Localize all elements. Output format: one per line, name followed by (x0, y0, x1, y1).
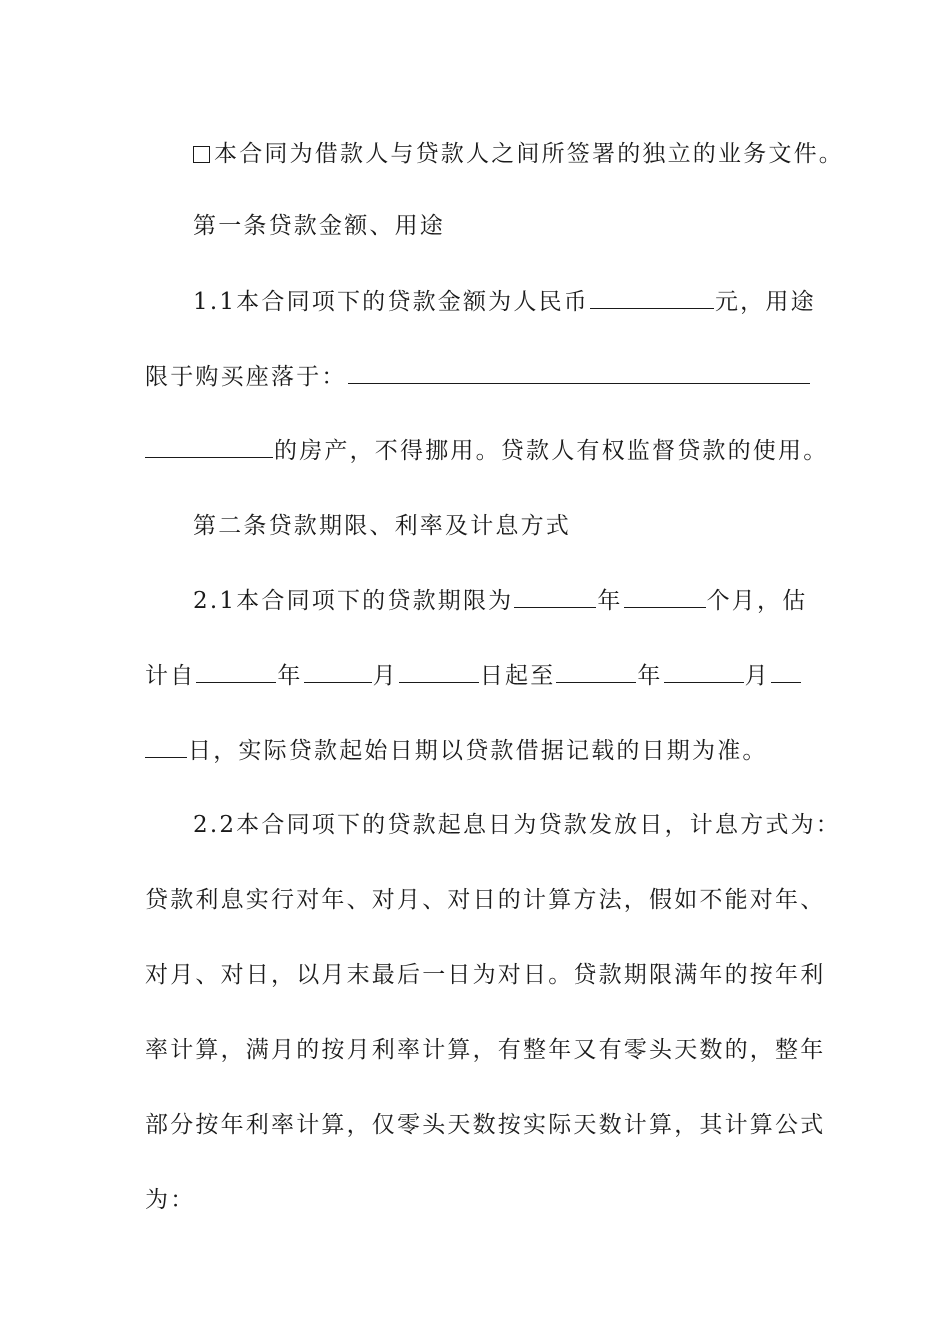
clause-2-2-line-4: 率计算，满月的按月利率计算，有整年又有零头天数的，整年 (145, 1037, 826, 1063)
clause-2-2-line-6: 为： (145, 1187, 196, 1213)
end-day-blank-continued[interactable] (145, 733, 187, 758)
amount-blank[interactable] (590, 284, 714, 309)
clause-text: 限于购买座落于： (145, 364, 347, 390)
clause-2-2-line-2: 贷款利息实行对年、对月、对日的计算方法，假如不能对年、 (145, 887, 826, 913)
clause-2-2-line-3: 对月、对日，以月末最后一日为对日。贷款期限满年的按年利 (145, 962, 826, 988)
clause-1-1-line-3 (145, 431, 829, 471)
term-years-blank[interactable] (514, 583, 596, 608)
clause-text: 年 (637, 663, 663, 689)
property-location-blank[interactable] (348, 359, 810, 384)
clause-text: 日，实际贷款起始日期以贷款借据记载的日期为准。 (188, 738, 768, 764)
clause-1-1-line-2 (145, 357, 810, 397)
end-month-blank[interactable] (664, 658, 744, 683)
term-months-blank[interactable] (624, 583, 706, 608)
clause-text: 月 (744, 663, 770, 689)
clause-text: 1.1本合同项下的贷款金额为人民币 (193, 289, 589, 315)
checkbox-icon[interactable] (193, 146, 210, 163)
end-day-blank[interactable] (771, 658, 801, 683)
clause-text: 年 (277, 663, 303, 689)
paragraph-text: 本合同为借款人与贷款人之间所签署的独立的业务文件。 (214, 141, 844, 167)
start-day-blank[interactable] (399, 658, 479, 683)
clause-text: 计自 (145, 663, 196, 689)
clause-2-2-line-1: 2.2本合同项下的贷款起息日为贷款发放日，计息方式为： (193, 812, 841, 838)
clause-2-2-line-5: 部分按年利率计算，仅零头天数按实际天数计算，其计算公式 (145, 1112, 826, 1138)
start-month-blank[interactable] (304, 658, 372, 683)
clause-text: 2.1本合同项下的贷款期限为 (193, 588, 514, 614)
clause-text: 的房产，不得挪用。贷款人有权监督贷款的使用。 (274, 438, 829, 464)
property-location-blank-continued[interactable] (145, 433, 273, 458)
clause-text: 元，用途 (714, 289, 816, 315)
clause-text: 年 (597, 588, 623, 614)
article-2-heading: 第二条贷款期限、利率及计息方式 (193, 513, 571, 539)
clause-text: 月 (372, 663, 398, 689)
clause-text: 日起至 (479, 663, 556, 689)
paragraph-independent-document (193, 134, 858, 174)
article-1-heading: 第一条贷款金额、用途 (193, 213, 445, 239)
clause-text: 个月，估 (706, 588, 808, 614)
clause-2-1-line-3 (145, 731, 810, 771)
clause-2-1-line-1 (193, 581, 858, 621)
end-year-blank[interactable] (556, 658, 636, 683)
start-year-blank[interactable] (196, 658, 276, 683)
clause-2-1-line-2 (145, 656, 810, 696)
clause-1-1-line-1 (193, 282, 858, 322)
